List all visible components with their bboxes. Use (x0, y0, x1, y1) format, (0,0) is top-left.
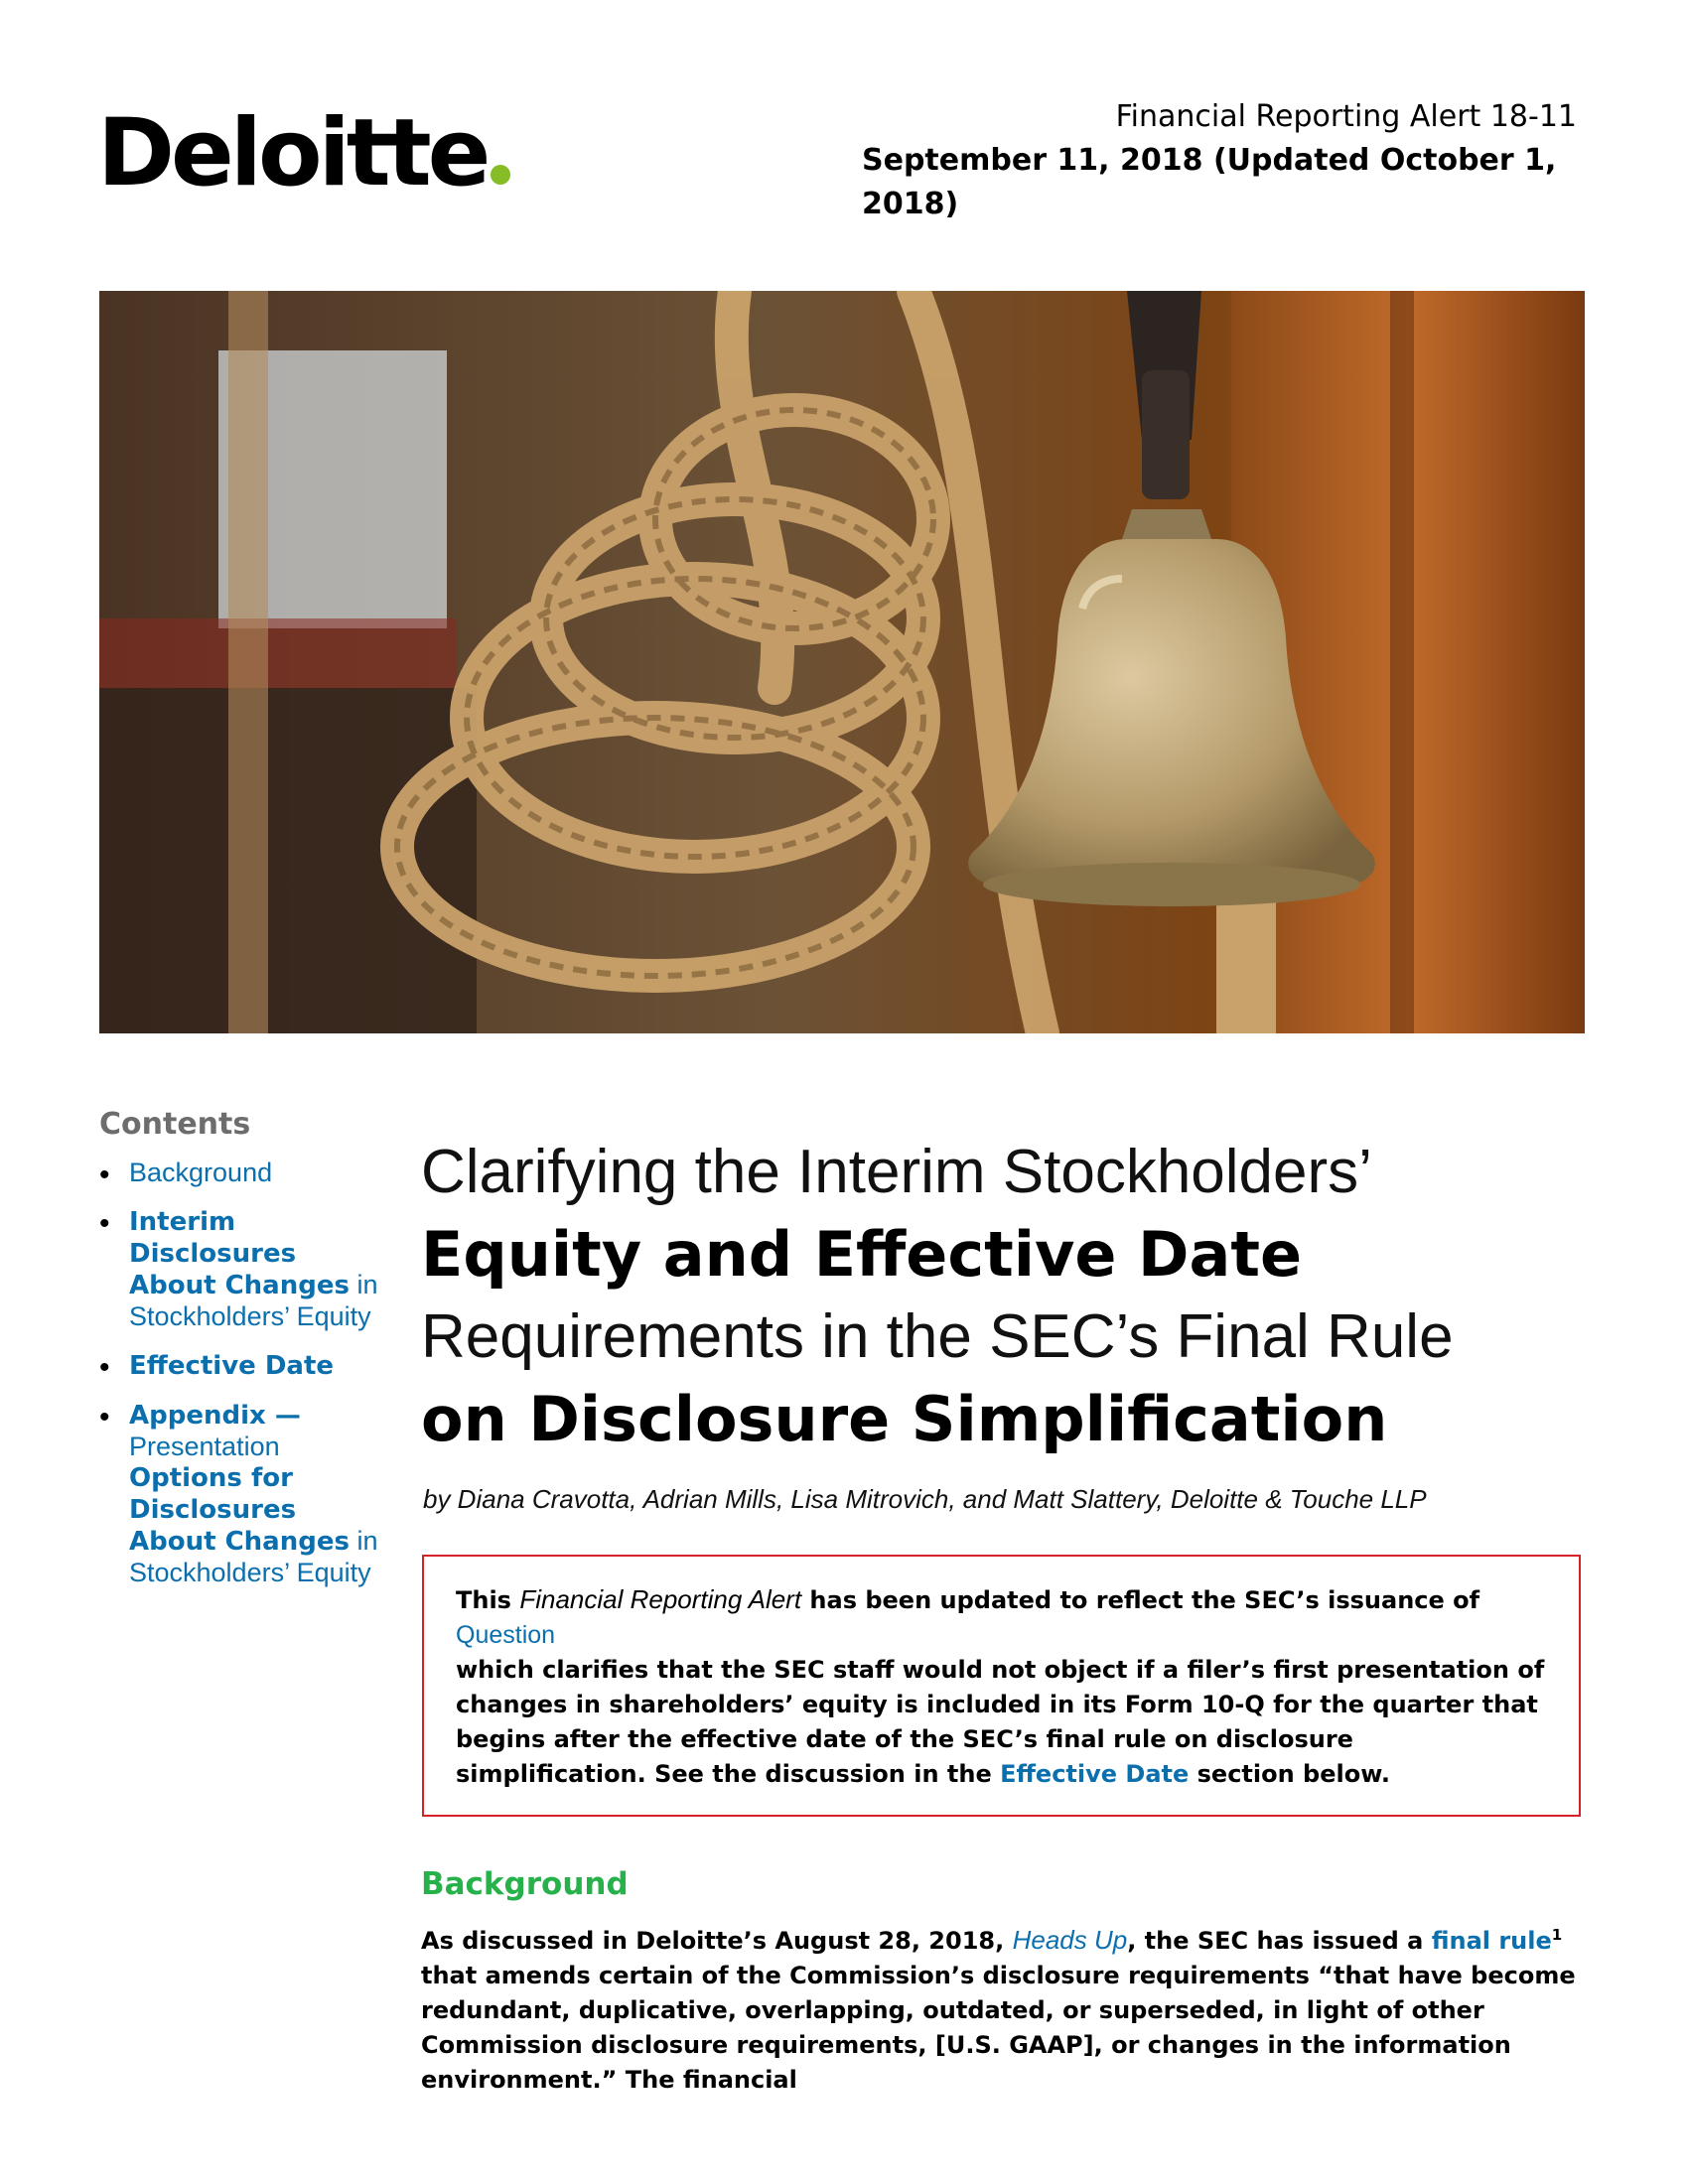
toc-item-interim-disclosures[interactable] (99, 1206, 387, 1332)
toc-item-text: Presentation (129, 1432, 280, 1461)
toc-item-text: Effective Date (129, 1351, 335, 1381)
footnote-marker[interactable]: 1 (1551, 1926, 1563, 1944)
toc-item-text: Background (129, 1158, 273, 1187)
background-text-part: , the SEC has issued a (1127, 1927, 1432, 1955)
contents-list (99, 1158, 387, 1588)
title-line-4: on Disclosure Simplification (421, 1383, 1388, 1455)
update-notice-box (422, 1555, 1581, 1817)
title-line-2: Equity and Effective Date (421, 1218, 1303, 1291)
notice-text-part: which clarifies that the SEC staff would not object if a filer’s first presentation of changes in shareholders’ equity is included in its Form 10-Q for the quarter that begins after the effective date of the SEC’s final rule on disclosure simplification. See the discussion in the (456, 1656, 1545, 1788)
toc-item-appendix[interactable] (99, 1400, 387, 1588)
toc-item-text: in Stockholders’ Equity (129, 1270, 378, 1331)
effective-date-link[interactable]: Effective Date (1000, 1760, 1190, 1788)
background-text-part: that amends certain of the Commission’s disclosure requirements “that have become redundant, duplicative, overlapping, outdated, or superseded, in light of other Commission disclosure requirements, [U.S. GAAP], or changes in the information environment.” The financial (421, 1962, 1576, 2094)
background-paragraph (421, 1918, 1588, 2098)
notice-text-part: This (456, 1586, 520, 1614)
notice-text-part: has been updated to reflect the SEC’s issuance of (801, 1586, 1480, 1614)
heads-up-link[interactable]: Heads Up (1012, 1925, 1128, 1955)
background-text-part: As discussed in Deloitte’s August 28, 2018, (421, 1927, 1013, 1955)
toc-item-text: Options for Disclosures About Changes (129, 1463, 350, 1557)
title-line-3: Requirements in the SEC’s Final Rule (421, 1302, 1454, 1371)
logo-green-dot (491, 165, 510, 185)
alert-series-label: Financial Reporting Alert 18-11 (1115, 99, 1577, 134)
hero-bell-rope-image (99, 291, 1585, 1033)
title-line-1: Clarifying the Interim Stockholders’ (421, 1138, 1372, 1206)
final-rule-link[interactable]: final rule (1431, 1927, 1552, 1955)
deloitte-logo (97, 99, 510, 207)
alert-date: September 11, 2018 (Updated October 1, 2018) (862, 143, 1557, 221)
notice-text-part: section below. (1189, 1760, 1390, 1788)
contents-title: Contents (99, 1107, 251, 1142)
byline: by Diana Cravotta, Adrian Mills, Lisa Mitrovich, and Matt Slattery, Deloitte & Touche LLP (423, 1484, 1427, 1514)
background-heading: Background (421, 1866, 629, 1902)
update-notice-text (456, 1582, 1547, 1792)
contents-sidebar (99, 1107, 387, 1606)
notice-publication-name: Financial Reporting Alert (519, 1584, 802, 1614)
toc-item-effective-date[interactable] (99, 1350, 387, 1382)
toc-item-text: Appendix — (129, 1401, 301, 1431)
question-link[interactable]: Question (456, 1621, 556, 1649)
document-title (421, 1132, 1593, 1461)
logo-text: Deloitte (97, 99, 488, 207)
toc-item-background[interactable] (99, 1158, 387, 1188)
toc-item-text: in Stockholders’ Equity (129, 1526, 378, 1587)
toc-item-text: Interim Disclosures About Changes (129, 1207, 350, 1300)
